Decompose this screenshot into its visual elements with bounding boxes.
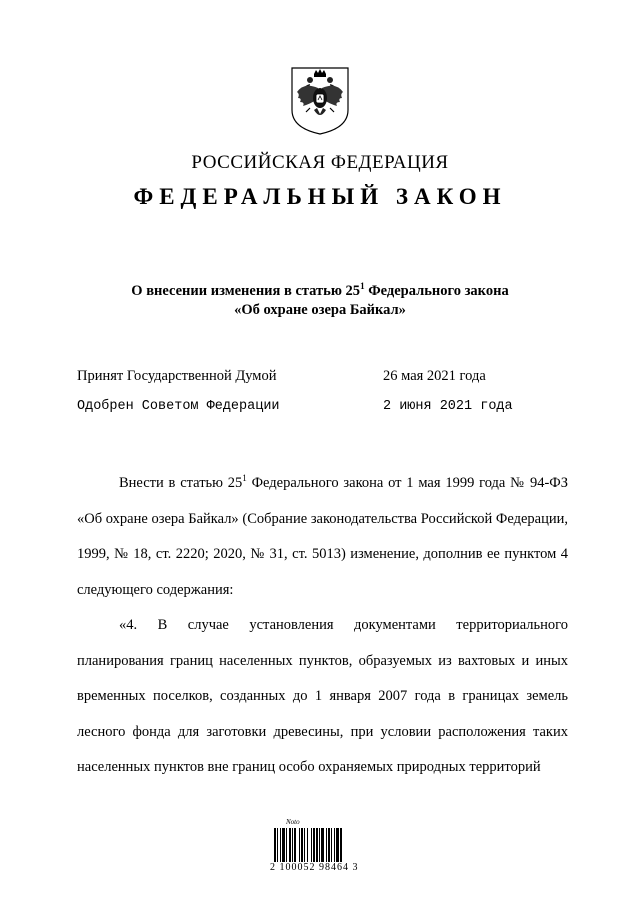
barcode-bar [331, 828, 332, 862]
council-approval-date: 2 июня 2021 года [383, 399, 513, 414]
law-body [77, 466, 568, 786]
barcode-bar [307, 828, 308, 862]
paragraph-item-4: «4. В случае установления документами территориального планирования границ населенных пунктов, образуемых из вахтовых и иных временных поселков, созданных до 1 января 2007 года в границах земель лесного фонда для заготовки древесины, при условии расположения таких населенных пунктов вне границ особо охраняемых природных территорий [77, 617, 568, 775]
superscript-number: 1 [360, 281, 365, 291]
document-type: ФЕДЕРАЛЬНЫЙ ЗАКОН [133, 184, 507, 209]
barcode-bar [286, 828, 287, 862]
barcode-bar [336, 828, 339, 862]
barcode-bar [274, 828, 276, 862]
barcode-bar [292, 828, 293, 862]
barcode-bar [334, 828, 335, 862]
barcode-bar [319, 828, 320, 862]
barcode-bar [299, 828, 300, 862]
country-name: РОССИЙСКАЯ ФЕДЕРАЦИЯ [191, 152, 449, 173]
barcode-bar [316, 828, 318, 862]
barcode-bar [321, 828, 324, 862]
barcode-icon [272, 820, 368, 864]
barcode-bar [289, 828, 291, 862]
barcode-bar [282, 828, 285, 862]
law-title-line-1: О внесении изменения в статью $25^1$ Федерального закона [131, 281, 509, 299]
barcode-number: 2 100052 98464 3 [270, 862, 359, 873]
paragraph-amendment: Внести в статью $25^1$ Федерального закона от 1 мая 1999 года № 94-ФЗ «Об охране озера Байкал» (Собрание законодательства Российской Федерации, 1999, № 18, ст. 2220; 2020, № 31, ст. 5013) изменение, дополнив ее пунктом 4 следующего содержания: [77, 473, 568, 598]
barcode-bar [277, 828, 278, 862]
barcode-bar [294, 828, 296, 862]
barcode-bar [328, 828, 330, 862]
barcode-bar [326, 828, 327, 862]
law-title [0, 282, 640, 320]
barcode-bar [313, 828, 315, 862]
barcode-bar [311, 828, 312, 862]
barcode-bar [280, 828, 281, 862]
duma-adoption-label: Принят Государственной Думой [77, 368, 277, 384]
council-approval-label: Одобрен Советом Федерации [77, 399, 280, 414]
law-title-line-2: «Об охране озера Байкал» [234, 302, 406, 318]
barcode-bar [301, 828, 303, 862]
barcode-mark: Noto [286, 818, 300, 826]
barcode-bar [304, 828, 305, 862]
duma-adoption-date: 26 мая 2021 года [383, 368, 486, 384]
coat-of-arms-icon [288, 64, 352, 136]
barcode-bar [340, 828, 342, 862]
superscript-number: 1 [242, 473, 247, 483]
